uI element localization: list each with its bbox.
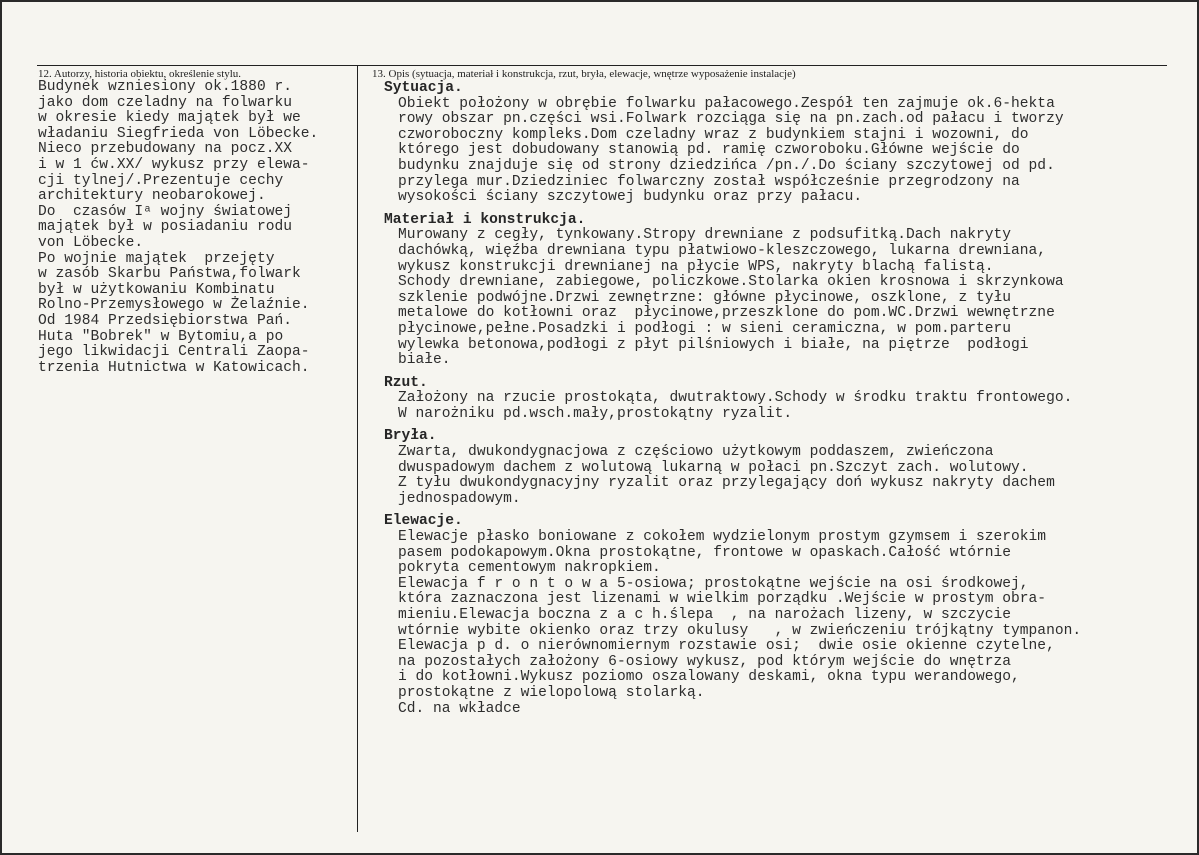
section-line: wykusz konstrukcji drewnianej na płycie WPS, nakryty blachą falistą. (398, 258, 994, 275)
section-title: Rzut. (384, 374, 428, 391)
section-body (384, 391, 1081, 422)
section-body (384, 228, 1081, 368)
section-line: wylewka betonowa,podłogi z płyt pilśniowych i białe, na piętrze podłogi (398, 336, 1029, 353)
section-title: Bryła. (384, 428, 437, 445)
section-line: wtórnie wybite okienko oraz trzy okulusy , w zwieńczeniu trójkątny tympanon. (398, 622, 1082, 639)
section-line: dwuspadowym dachem z wolutową lukarną w połaci pn.Szczyt zach. wolutowy. (398, 459, 1029, 476)
section-line: pasem podokapowym.Okna prostokątne, frontowe w opaskach.Całość wtórnie (398, 544, 1012, 561)
history-line: w zasób Skarbu Państwa,folwark (38, 266, 301, 283)
section-line: W narożniku pd.wsch.mały,prostokątny ryzalit. (398, 405, 793, 422)
description-text (384, 81, 1081, 717)
section-line: szklenie podwójne.Drzwi zewnętrzne: główne płycinowe, oszklone, z tyłu (398, 289, 1012, 306)
history-line: był w użytkowaniu Kombinatu (38, 281, 275, 298)
section-title: Sytuacja. (384, 80, 463, 96)
section-title: Materiał i konstrukcja. (384, 211, 586, 228)
history-line: jako dom czeladny na folwarku (38, 94, 292, 111)
section-line: Zwarta, dwukondygnacjowa z częściowo użytkowym poddaszem, zwieńczona (398, 444, 994, 461)
section-line: pokryta cementowym nakropkiem. (398, 560, 661, 577)
history-line: cji tylnej/.Prezentuje cechy (38, 172, 284, 189)
section-line: mieniu.Elewacja boczna z a c h.ślepa , na narożach lizeny, w szczycie (398, 607, 1012, 623)
history-line: władaniu Siegfrieda von Löbecke. (38, 125, 319, 142)
left-column-heading: 12. Autorzy, historia obiektu, określenie stylu. (38, 68, 242, 80)
section-line: dachówką, więźba drewniana typu płatwiowo-kleszczowego, lukarna drewniana, (398, 242, 1047, 259)
section-gap (384, 422, 1081, 429)
history-line: Do czasów Iᵃ wojny światowej (38, 203, 292, 220)
history-line: Od 1984 Przedsiębiorstwa Pań. (38, 312, 292, 329)
section-body (384, 97, 1081, 206)
history-line: i w 1 ćw.XX/ wykusz przy elewa- (38, 156, 310, 173)
section-line: którego jest dobudowany stanowią pd. ramię czworoboku.Główne wejście do (398, 142, 1020, 159)
section-line: budynku znajduje się od strony dziedzińca /pn./.Do ściany szczytowej od pd. (398, 157, 1055, 174)
section-line: metalowe do kotłowni oraz płycinowe,przeszklone do pom.WC.Drzwi wewnętrzne (398, 305, 1055, 322)
section (384, 213, 1081, 369)
column-divider (357, 65, 358, 832)
section-line: rowy obszar pn.części wsi.Folwark rozciąga się na pn.zach.od pałacu i tworzy (398, 111, 1064, 128)
section-line: białe. (398, 352, 451, 369)
section-line: Cd. na wkładce (398, 700, 521, 717)
section-body (384, 530, 1081, 717)
section-line: i do kotłowni.Wykusz poziomo oszalowany deskami, okna typu werandowego, (398, 669, 1020, 686)
history-text (38, 80, 318, 376)
section (384, 429, 1081, 507)
section-gap (384, 507, 1081, 514)
history-line: von Löbecke. (38, 234, 144, 251)
section-line: Elewacje płasko boniowane z cokołem wydzielonym prostym gzymsem i szerokim (398, 529, 1047, 546)
history-line: architektury neobarokowej. (38, 188, 266, 205)
section-body (384, 445, 1081, 507)
right-column-heading: 13. Opis (sytuacja, materiał i konstrukcja, rzut, bryła, elewacje, wnętrze wyposażenie instalacje) (372, 68, 796, 80)
section-line: Elewacja f r o n t o w a 5-osiowa; prostokątne wejście na osi środkowej, (398, 575, 1029, 592)
section-line: Schody drewniane, zabiegowe, policzkowe.Stolarka okien krosnowa i skrzynkowa (398, 274, 1064, 291)
history-line: Huta "Bobrek" w Bytomiu,a po (38, 328, 284, 345)
section (384, 376, 1081, 423)
section-title: Elewacje. (384, 513, 463, 530)
history-line: Po wojnie majątek przejęty (38, 250, 275, 267)
section-line: prostokątne z wielopolową stolarką. (398, 684, 705, 701)
section-line: Obiekt położony w obrębie folwarku pałacowego.Zespół ten zajmuje ok.6-hekta (398, 95, 1055, 112)
history-line: majątek był w posiadaniu rodu (38, 219, 292, 236)
header-rule (37, 65, 1167, 66)
section-line: płycinowe,pełne.Posadzki i podłogi : w sieni ceramiczna, w pom.parteru (398, 320, 1012, 337)
section-line: czworoboczny kompleks.Dom czeladny wraz z budynkiem stajni i wozowni, do (398, 126, 1029, 143)
section-line: Założony na rzucie prostokąta, dwutraktowy.Schody w środku traktu frontowego. (398, 390, 1073, 407)
section (384, 514, 1081, 717)
section-line: Elewacja p d. o nierównomiernym rozstawie osi; dwie osie okienne czytelne, (398, 638, 1055, 655)
section-line: która zaznaczona jest lizenami w wielkim porządku .Wejście w prostym obra- (398, 591, 1047, 608)
history-line: jego likwidacji Centrali Zaopa- (38, 344, 310, 361)
section-gap (384, 369, 1081, 376)
section-line: wysokości ściany szczytowej budynku oraz przy pałacu. (398, 189, 863, 206)
section (384, 81, 1081, 206)
history-line: Nieco przebudowany na pocz.XX (38, 141, 292, 158)
history-line: w okresie kiedy majątek był we (38, 110, 301, 127)
section-line: jednospadowym. (398, 490, 521, 507)
section-line: Z tyłu dwukondygnacyjny ryzalit oraz przylegający doń wykusz nakryty dachem (398, 475, 1055, 492)
history-line: Rolno-Przemysłowego w Żelaźnie. (38, 297, 310, 314)
section-line: Murowany z cegły, tynkowany.Stropy drewniane z podsufitką.Dach nakryty (398, 227, 1012, 244)
history-line: Budynek wzniesiony ok.1880 r. (38, 79, 292, 95)
history-line: trzenia Hutnictwa w Katowicach. (38, 359, 310, 376)
section-line: przylega mur.Dziedziniec folwarczny został współcześnie przegrodzony na (398, 173, 1020, 190)
section-line: na pozostałych założony 6-osiowy wykusz, pod którym wejście do wnętrza (398, 653, 1012, 670)
